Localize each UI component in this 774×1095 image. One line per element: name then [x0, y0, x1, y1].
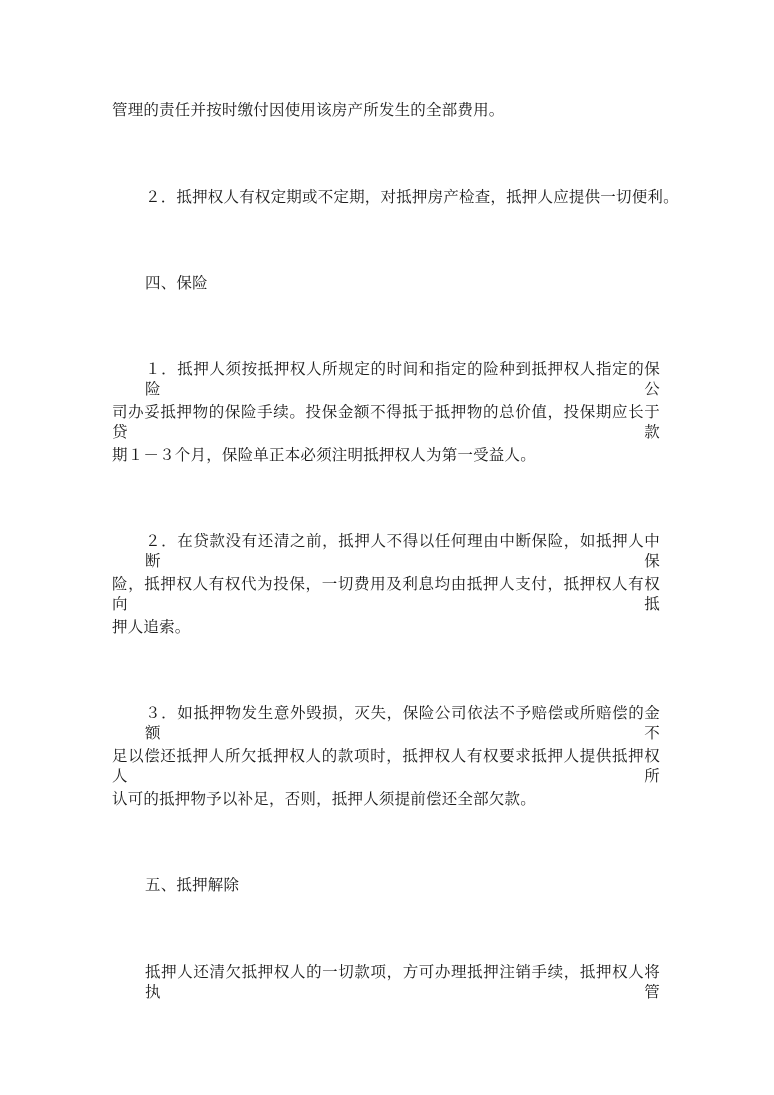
paragraph-line: ２．抵押权人有权定期或不定期，对抵押房产检查，抵押人应提供一切便利。: [145, 188, 679, 206]
paragraph-line: 司办妥抵押物的保险手续。投保金额不得抵于抵押物的总价值，投保期应长于贷款: [112, 403, 660, 441]
paragraph-line: ３．如抵押物发生意外毁损，灭失，保险公司依法不予赔偿或所赔偿的金额不: [145, 704, 660, 742]
paragraph-line: 认可的抵押物予以补足，否则，抵押人须提前偿还全部欠款。: [112, 790, 536, 808]
paragraph-line: １．抵押人须按抵押权人所规定的时间和指定的险种到抵押权人指定的保险公: [145, 360, 660, 398]
paragraph-line: 足以偿还抵押人所欠抵押权人的款项时，抵押权人有权要求抵押人提供抵押权人所: [112, 747, 660, 785]
section-heading: 四、保险: [145, 274, 208, 292]
paragraph-line: 押人追索。: [112, 618, 191, 636]
paragraph-line: 管理的责任并按时缴付因使用该房产所发生的全部费用。: [112, 101, 505, 119]
paragraph-line: 期１－３个月，保险单正本必须注明抵押权人为第一受益人。: [112, 446, 536, 464]
paragraph-line: 险，抵押权人有权代为投保，一切费用及利息均由抵押人支付，抵押权人有权向抵: [112, 575, 660, 613]
paragraph-line: ２．在贷款没有还清之前，抵押人不得以任何理由中断保险，如抵押人中断保: [145, 532, 660, 570]
paragraph-line: 抵押人还清欠抵押权人的一切款项，方可办理抵押注销手续，抵押权人将执管: [145, 963, 660, 1001]
section-heading: 五、抵押解除: [145, 876, 240, 894]
